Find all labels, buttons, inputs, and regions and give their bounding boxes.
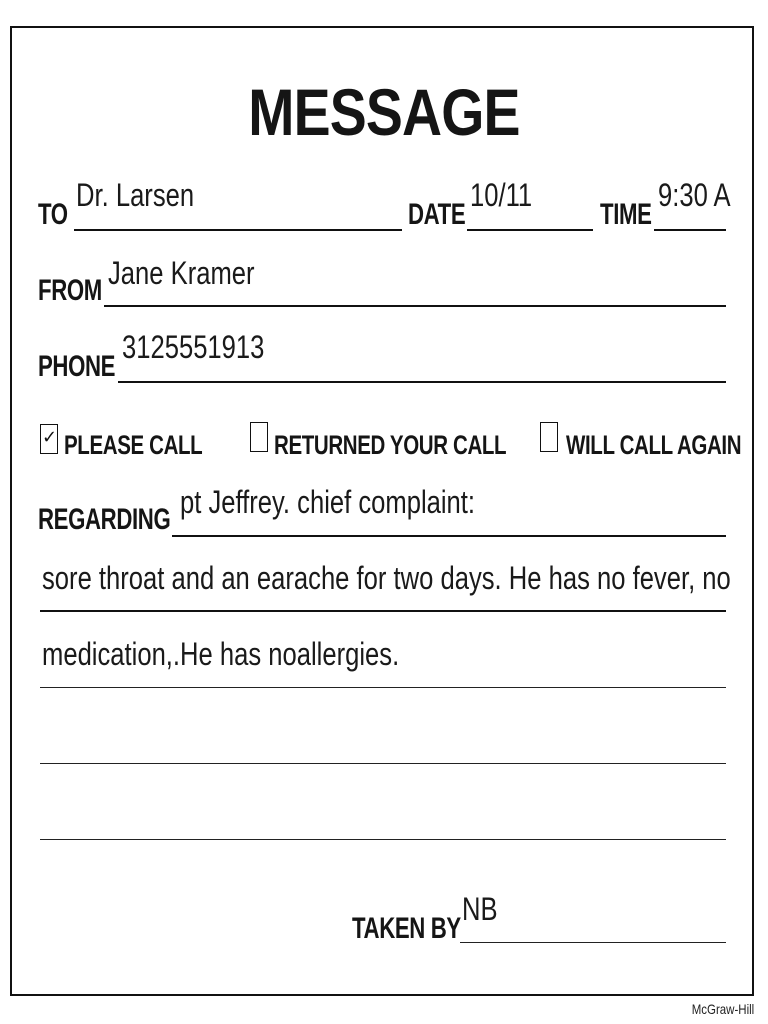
taken-by-value[interactable]: NB [462,891,498,927]
phone-line [118,381,726,383]
to-value[interactable]: Dr. Larsen [76,177,195,213]
taken-by-label: TAKEN BY [352,912,461,945]
please-call-checkbox[interactable] [40,424,58,454]
returned-your-call-checkbox[interactable] [250,422,268,452]
time-line [654,229,726,231]
to-label: TO [38,198,68,231]
please-call-label: PLEASE CALL [64,430,203,460]
date-line [467,229,593,231]
date-value[interactable]: 10/11 [470,177,533,213]
publisher-credit: McGraw-Hill [691,1001,754,1017]
to-line [74,229,402,231]
taken-by-line [460,942,726,943]
check-icon: ✓ [42,427,58,448]
will-call-again-label: WILL CALL AGAIN [566,430,742,460]
regarding-line2-value[interactable]: sore throat and an earache for two days. He has no fever, no [42,560,731,596]
time-label: TIME [600,198,652,231]
time-value[interactable]: 9:30 A [658,177,731,213]
regarding-line3-value[interactable]: medication,.He has noallergies. [42,636,400,672]
phone-value[interactable]: 3125551913 [122,329,265,365]
will-call-again-checkbox[interactable] [540,422,558,452]
blank-line-2 [40,839,726,840]
phone-label: PHONE [38,350,116,383]
regarding-label: REGARDING [38,503,171,536]
from-line [104,305,726,307]
blank-line-1 [40,763,726,764]
regarding-line [172,535,726,537]
regarding-line-3 [40,687,726,688]
regarding-line-2 [40,610,726,612]
date-label: DATE [408,198,466,231]
regarding-line1-value[interactable]: pt Jeffrey. chief complaint: [180,484,476,520]
returned-your-call-label: RETURNED YOUR CALL [274,430,507,460]
form-title: MESSAGE [248,75,520,149]
from-value[interactable]: Jane Kramer [108,255,255,291]
from-label: FROM [38,274,102,307]
